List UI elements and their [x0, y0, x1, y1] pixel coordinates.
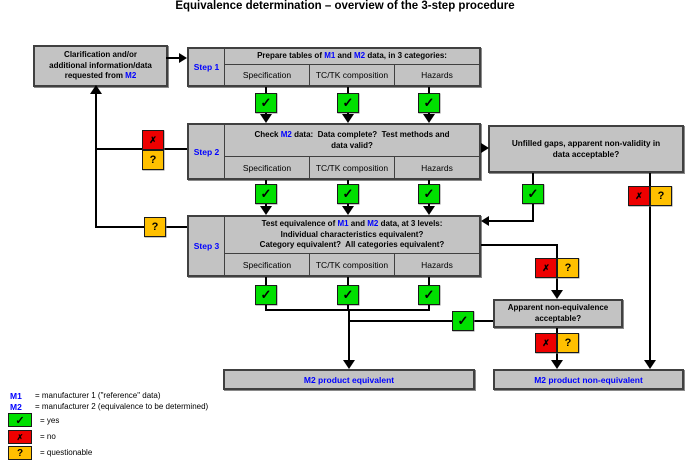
step3-box	[187, 215, 481, 277]
questionable-mark: ?	[557, 258, 579, 278]
legend-key-m1: M1	[10, 391, 22, 401]
arrow-down-icon	[644, 360, 656, 369]
connector	[348, 309, 350, 362]
questionable-mark: ?	[650, 186, 672, 206]
m2-product-equivalent-box: M2 product equivalent	[223, 369, 475, 390]
yes-mark: ✓	[337, 285, 359, 305]
no-mark: ✗	[8, 430, 32, 444]
connector-return-vertical	[95, 93, 97, 228]
questionable-mark: ?	[8, 446, 32, 460]
arrow-down-icon	[342, 206, 354, 215]
legend-text-no: = no	[40, 432, 56, 441]
yes-mark: ✓	[255, 93, 277, 113]
connector	[265, 277, 267, 285]
arrow-down-icon	[342, 114, 354, 123]
step2-col-hazards: Hazards	[394, 157, 479, 178]
yes-mark: ✓	[255, 285, 277, 305]
arrow-down-icon	[343, 360, 355, 369]
arrow-down-icon	[260, 114, 272, 123]
unfilled-gaps-box: Unfilled gaps, apparent non-validity in data acceptable?	[488, 125, 684, 173]
arrow-down-icon	[423, 206, 435, 215]
step1-box	[187, 47, 481, 87]
step3-header: Test equivalence of M1 and M2 data, at 3 levels: Individual characteristics equivalent? Category equivalent? All categories equivalent?	[225, 217, 479, 254]
questionable-mark: ?	[142, 150, 164, 170]
step3-col-specification: Specification	[242, 259, 292, 270]
arrow-down-icon	[423, 114, 435, 123]
step1-col-tctk-composition: TC/TK composition	[309, 65, 394, 85]
yes-mark: ✓	[337, 184, 359, 204]
legend-text-yes: = yes	[40, 416, 60, 425]
yes-mark: ✓	[452, 311, 474, 331]
step1-label: Step 1	[189, 49, 225, 85]
step2-col-specification: Specification	[242, 162, 292, 173]
m2-product-non-equivalent-box: M2 product non-equivalent	[493, 369, 684, 390]
step1-col-specification: Specification	[242, 70, 292, 80]
apparent-non-equivalence-box: Apparent non-equivalence acceptable?	[493, 299, 623, 328]
connector	[428, 277, 430, 285]
clarification-box: Clarification and/or additional information/data requested from M2	[33, 45, 168, 87]
questionable-mark: ?	[557, 333, 579, 353]
step2-header: Check M2 data: Data complete? Test methods and data valid?	[225, 125, 479, 157]
step3-label: Step 3	[189, 217, 225, 275]
arrow-down-icon	[551, 360, 563, 369]
step3-col-tctk-composition: TC/TK composition	[309, 254, 394, 275]
yes-mark: ✓	[418, 184, 440, 204]
step2-label: Step 2	[189, 125, 225, 178]
arrow-down-icon	[260, 206, 272, 215]
yes-mark: ✓	[255, 184, 277, 204]
connector-step3-return	[95, 226, 187, 228]
yes-mark: ✓	[337, 93, 359, 113]
step3-col-hazards: Hazards	[394, 254, 479, 275]
arrow-right-icon	[481, 143, 489, 153]
connector	[481, 244, 558, 246]
arrow-left-icon	[481, 216, 489, 226]
yes-mark: ✓	[8, 413, 32, 427]
no-mark: ✗	[628, 186, 650, 206]
connector-clarification-step1	[166, 57, 180, 59]
step2-box	[187, 123, 481, 180]
arrow-down-icon	[551, 290, 563, 299]
arrow-right-icon	[179, 53, 187, 63]
connector	[532, 173, 534, 184]
step2-col-tctk-composition: TC/TK composition	[309, 157, 394, 178]
no-mark: ✗	[142, 130, 164, 150]
yes-mark: ✓	[418, 285, 440, 305]
yes-mark: ✓	[522, 184, 544, 204]
no-mark: ✗	[535, 333, 557, 353]
questionable-mark: ?	[144, 217, 166, 237]
connector	[347, 277, 349, 285]
yes-mark: ✓	[418, 93, 440, 113]
page-title: Equivalence determination – overview of the 3-step procedure	[175, 0, 515, 12]
step1-col-hazards: Hazards	[394, 65, 479, 85]
no-mark: ✗	[535, 258, 557, 278]
legend-text-m2: = manufacturer 2 (equivalence to be determined)	[35, 402, 209, 411]
legend-text-questionable: = questionable	[40, 448, 93, 457]
legend-key-m2: M2	[10, 402, 22, 412]
connector	[489, 220, 534, 222]
step1-header: Prepare tables of M1 and M2 data, in 3 categories:	[225, 49, 479, 65]
legend-text-m1: = manufacturer 1 ("reference" data)	[35, 391, 161, 400]
